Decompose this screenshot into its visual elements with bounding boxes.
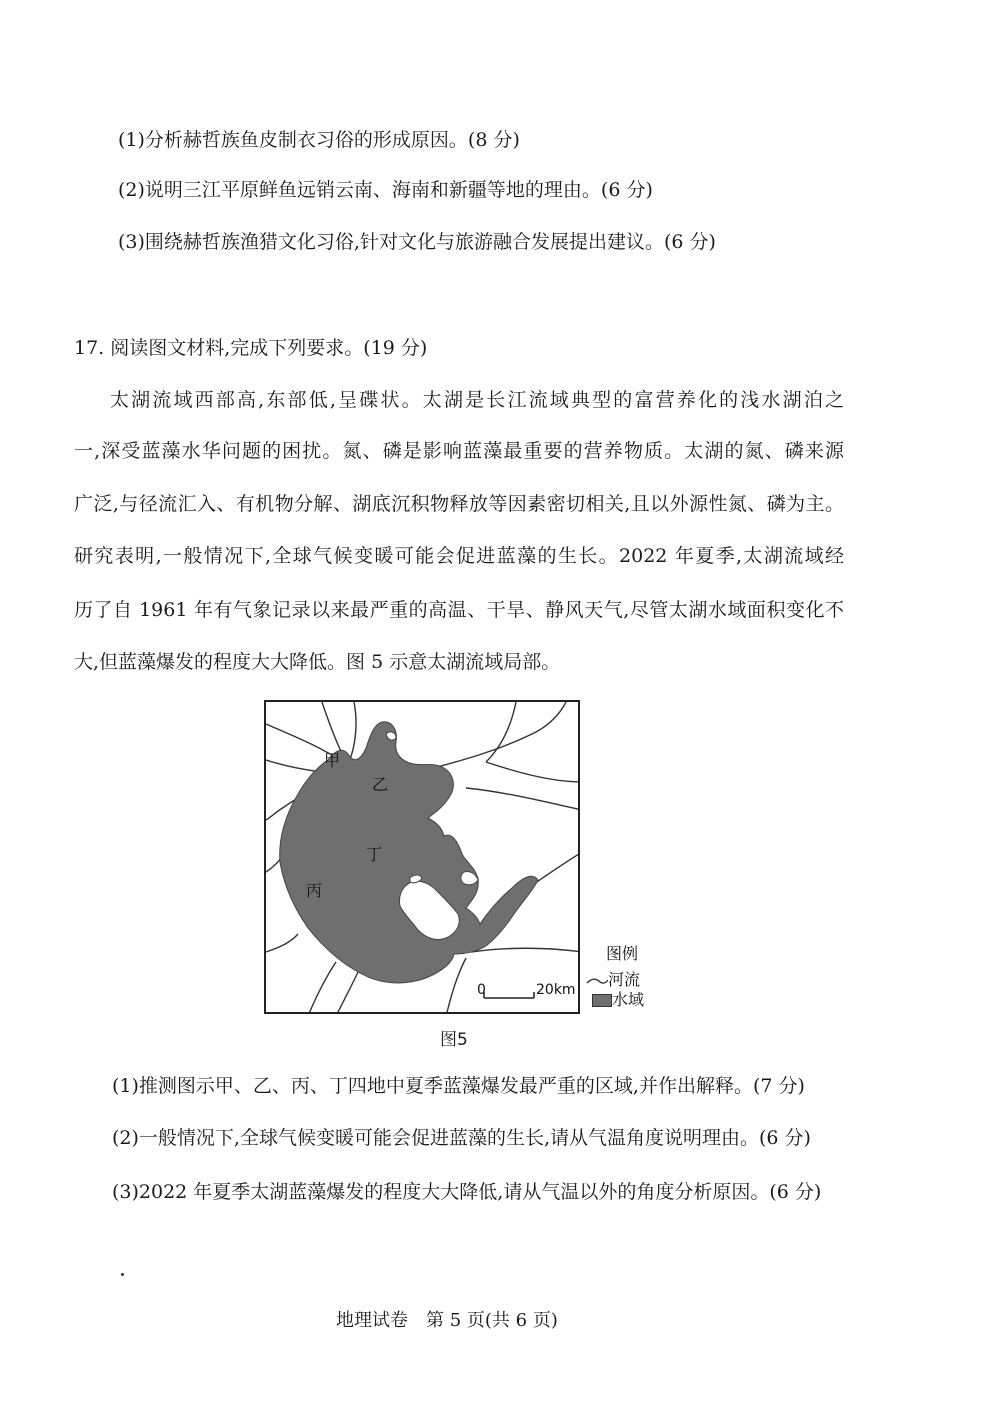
paragraph-line: 一,深受蓝藻水华问题的困扰。氮、磷是影响蓝藻最重要的营养物质。太湖的氮、磷来源 xyxy=(74,440,844,462)
label-ding: 丁 xyxy=(366,845,383,864)
river-line xyxy=(266,934,298,952)
river-line xyxy=(471,948,580,952)
paragraph-line: 广泛,与径流汇入、有机物分解、湖底沉积物释放等因素密切相关,且以外源性氮、磷为主。 xyxy=(74,493,844,515)
stray-dot xyxy=(121,1273,124,1276)
label-jia: 甲 xyxy=(324,751,341,770)
scale-zero: 0 xyxy=(477,982,486,998)
figure-caption: 图5 xyxy=(440,1030,468,1050)
paragraph-line: 历了自 1961 年有气象记录以来最严重的高温、干旱、静风天气,尽管太湖水域面积变化不 xyxy=(74,599,844,621)
paragraph-line: 研究表明,一般情况下,全球气候变暖可能会促进蓝藻的生长。2022 年夏季,太湖流域经 xyxy=(74,545,844,567)
river-line xyxy=(308,962,336,1014)
legend-water xyxy=(592,990,644,1010)
river-line xyxy=(486,702,516,762)
page-footer: 地理试卷 第 5 页(共 6 页) xyxy=(336,1310,558,1331)
question-17-2: (2)一般情况下,全球气候变暖可能会促进蓝藻的生长,请从气温角度说明理由。(6 分) xyxy=(112,1127,811,1149)
river-line xyxy=(486,762,580,782)
question-16-1: (1)分析赫哲族鱼皮制衣习俗的形成原因。(8 分) xyxy=(118,129,520,151)
legend-river-label: 河流 xyxy=(608,970,641,989)
label-yi: 乙 xyxy=(372,775,389,794)
map-drawing xyxy=(266,702,580,1014)
legend-water-label: 水域 xyxy=(612,990,645,1009)
river-line xyxy=(348,702,356,764)
label-bing: 丙 xyxy=(306,881,323,900)
question-16-3: (3)围绕赫哲族渔猎文化习俗,针对文化与旅游融合发展提出建议。(6 分) xyxy=(118,231,716,253)
river-legend-icon xyxy=(586,974,608,988)
river-line xyxy=(466,788,580,810)
question-17-3: (3)2022 年夏季太湖蓝藻爆发的程度大大降低,请从气温以外的角度分析原因。(6 分) xyxy=(112,1181,822,1203)
paragraph-line: 大,但蓝藻爆发的程度大大降低。图 5 示意太湖流域局部。 xyxy=(74,651,561,673)
question-17-1: (1)推测图示甲、乙、丙、丁四地中夏季蓝藻爆发最严重的区域,并作出解释。(7 分) xyxy=(112,1075,805,1097)
scale-distance: 20km xyxy=(536,982,576,998)
river-line xyxy=(446,958,466,1014)
legend-river xyxy=(586,970,640,990)
question-17-heading: 17. 阅读图文材料,完成下列要求。(19 分) xyxy=(74,337,428,359)
river-line xyxy=(336,972,358,1014)
paragraph-line: 太湖流域西部高,东部低,呈碟状。太湖是长江流域典型的富营养化的浅水湖泊之 xyxy=(110,389,844,411)
taihu-map xyxy=(264,700,580,1014)
water-legend-swatch xyxy=(592,994,612,1007)
river-line xyxy=(426,702,566,770)
scale-bar xyxy=(484,992,534,998)
legend-title: 图例 xyxy=(606,944,639,963)
lake-water xyxy=(280,722,538,983)
question-16-2: (2)说明三江平原鲜鱼远销云南、海南和新疆等地的理由。(6 分) xyxy=(118,179,653,201)
